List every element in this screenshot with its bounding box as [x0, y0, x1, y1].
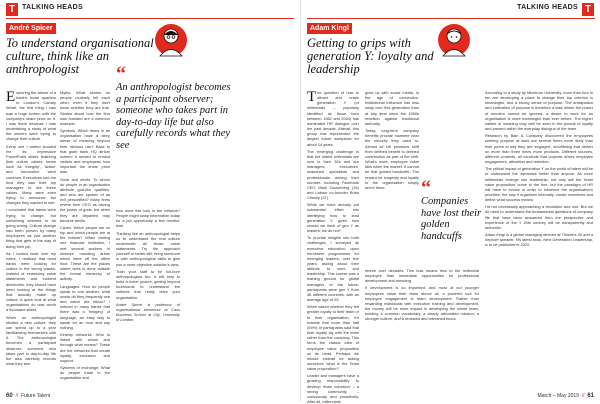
page-number: 61: [587, 393, 594, 399]
page-number: 60: [6, 393, 13, 399]
header-rule: [6, 18, 294, 19]
left-page: [0, 0, 300, 402]
right-page: [300, 0, 600, 402]
article-column-1: The question of how to attract and retain generation Y (or millennials – popularly identified as those born between 1982 and 2004) has dominated HR dialogue over the past decade. Afterall, this group has represented the largest future workplace for about 14 years. The emerging challenge is that the oldest millennials are now in their 30s and are managers, executives, seasoned specialists and professionals among their number. Including Facebook CEO Mark Zuckerberg (34) and Labour co-founder Brian Chesky (37). While we have already put substantial effort into identifying how to lead generation Y, given how should we think of gen Y as leaders, we do not? To provide insights into both challenges, I surveyed all executive education, open enrolment programmes for emerging leaders, over five years, asking about their attitude to work and leadership. This course was a training ground for global managers of the future, participants were gen Y from 46 different countries, with an average age of 29. When asked whether they felt greater loyalty to their team or to their organisation, it's notable that more than half (54%) of participants said that their loyalty lay with the team rather than the company. This turns the classic idea of employee value proposition on its head. Perhaps we should instead be asking ourselves 'what is the Team value proposition?' Leader and managers have a growing responsibility to develop 'team cohesion' – a strong community – consciously and proactively. After all, millennials: [307, 89, 359, 404]
header-rule: [307, 18, 595, 19]
author-tag: Adam Kingl: [307, 23, 352, 34]
headline: Getting to grips with generation Y: loyalty and leadership: [307, 36, 434, 76]
section-title: TALKING HEADS: [22, 4, 83, 11]
article-column-2: Myths. What stories do people routinely tell each other, even if they don't know whether they are true. Stories about how the firm was founded are a common example. Symbols. Which items in an organisation have a deep sense of meaning beyond their obvious use? Back to that giant bank HQ atrium screen: it served to remind visitors and employees how important the share price was. Gods and devils. To whom do people in an organisation attribute god-like qualities, and who are spoken of as evil personified? Many firms revere their CEO as having the power of gods, but when they are departed may become devils. Caves. Which people are on top and which people are at the bottom? When visiting one financial institution, I met several workers in obscure rounding areas which were off the office floor. These are the places where work is done outside the formal hierarchy of activity. Languages. How do people speak to one another, what words do they frequently use and which are taboo? I noticed in many banks that there was a 'hedging' of language, an easy way to speak for an hour and say nothing. Kinship networks. Who is linked with whom and through what means? These are the networks that create loyalty, exclusion and support. Systems of exchange. What do people trade in the organisation and: [60, 90, 110, 381]
drop-cap: E: [6, 89, 16, 105]
pull-quote: “ Companies have lost their golden handcuffs: [421, 180, 487, 242]
t-badge: T: [582, 3, 594, 16]
author-tag: André Spicer: [6, 23, 56, 34]
article-column-3: According to a study by Minstrom University, more than four in ten are developing a place to change their top criterion is meaningful, and a strong sense of purpose. The anticipation and cultivation of purpose is therefore a task where the power of emotion cannot be ignored: a desire to work for an organisation is more meaningful than ever before. The higher calibre of meaning may well be seen in the pursuit of loyalty and present within the everyday dialogue of the team. Research by Bain & Company discovered the employees seeking purpose at work are several times more likely than their peers to say they are 'engaged', shortlisting that deliver on more than three times more products. Different sources, different contexts, all conclude that purpose drives employee engagement, attraction and retention. The critical impact of generation Y on the world of talent will be to understand the dynamics better than anyone. As more millennials emerge into leadership, not only will the 'team value proposition' come to the fore, but the paradigm of HR will have to evolve in order to influence the organisation's priorities, the way it organises internally, create incentives and define what success means. I'm not necessarily approaching a revolution and one. But we do need to understand the fundamental questions of company life that have been answered from the perspective and experience of the Y 20th century will be transparently and authentic. Adam Kingl is a global managing director at Thinkers 50 and a keynote speaker. His latest book, Next Generation Leadership, is to be published in 2020.: [485, 90, 593, 248]
drop-cap: T: [307, 89, 317, 105]
t-badge: T: [6, 3, 18, 16]
article-column-2-continued: tenure over decades. This loss means less to the millennial employee than immediate opportunities for professional development and meaning. If development is so important, and most of our younger employees value their team above all, a powerful tool for employee engagement is team development. Rather than rewarding individuals with executive training and development, the money will be more impact in developing the whole team, building a common vocabulary, a clearly articulated mission, a stronger culture, and a renewed and refreshed focus.: [365, 268, 479, 322]
author-portrait: [154, 23, 188, 57]
publication-date: March – May 2019: [537, 393, 579, 399]
article-column-1: Exploring the atrium of a bank's head quarters in London's Canary Wharf, the first thing I saw was a huge screen with the company's share price on it. I was there because I was undertaking a study of what the owners were trying to change their culture. Every one I visited showed me its impressive PowerPoint slides featuring their culture values: terms such as 'integrity', 'action' and 'innovation' were common. Executives told me how they saw their top managers to live these values. Many were even trying to announce the changes they wanted to see. I concluded that banks were trying to change, but something seemed to be going wrong. Culture change had been proven by many employees as just another thing that gets in the way of doing their job. As I looked back over my notes, I realised that most banks were looking for culture in the wrong places. Instead of examining value statements and incident directories, they should have been looking at the things that actually make up culture. A quick look at what organisations do was worth a thousand slides. When an anthropologist studies a new culture, they can spend up to a year familiarising themselves with it. The anthropologist becomes a participant observer; someone who takes part in day-to-day life but also carefully records what they see.: [6, 89, 56, 366]
section-title: TALKING HEADS: [517, 4, 578, 11]
headline: To understand organisational culture, think like an anthropologist: [6, 36, 154, 76]
quote-mark-icon: “: [116, 63, 126, 85]
author-bio: Adam Kingl is a global managing director at Thinkers 50 and a keynote speaker. His latest book, Next Generation Leadership, is to be published in 2020.: [485, 232, 593, 248]
publication-name: Future Talent: [21, 393, 51, 399]
author-bio: André Spicer is professor of organisational behaviour at Cass Business School at City, University of London.: [116, 301, 180, 323]
quote-mark-icon: “: [421, 177, 431, 199]
page-footer: 60 // Future Talent: [6, 393, 51, 399]
article-column-2: grew up with social media, in the age of connection. Institutional influence has less sway over this generation than at any time since the 1960s rebellion against traditional authority. Today, long-term company benefits provide nowhere near the security they used to. Almost all UK pensions shift from defined benefit to defined contribution as part of the shift. What's more, employee value falls when the market. It cannot be that 'golden handcuffs'. The reward for longevity and loyalty to the organisation simply aren't there.: [365, 90, 419, 190]
page-footer: March – May 2019 // 61: [537, 393, 594, 399]
pull-quote: “ An anthropologist becomes a participant observer; someone who takes part in day-to-day life but also carefully records what they see: [116, 66, 236, 151]
article-column-3: how does this lock in the network? People might swap information today for a job opportunity a few months' time. Thinking like an anthropologist helps us to understand the real culture underneath all those value statements. Try the approach yourself or better still, bring someone in with anthropological skills to give you a more objective outsider's view. Train your staff to be full-bore anthropologists too. It will help to build a richer picture, getting beyond buzzwords to understand the cultures that really drive your organisation. André Spicer is professor of organisational behaviour at Cass Business School at City, University of London.: [116, 208, 180, 323]
